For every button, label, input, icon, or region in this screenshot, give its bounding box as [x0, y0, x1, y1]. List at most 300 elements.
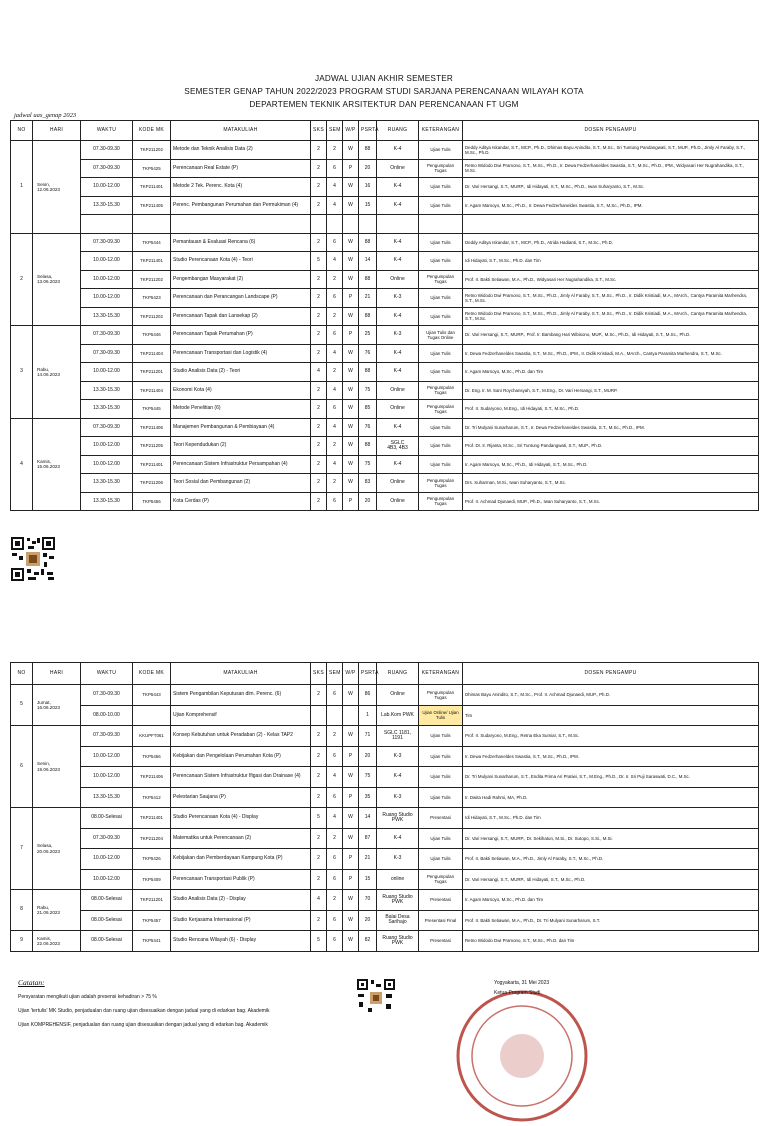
course-code-cell: TKP5443 [133, 685, 171, 706]
credits-cell: 2 [311, 437, 327, 456]
table-row [11, 344, 759, 363]
table-row [11, 418, 759, 437]
semester-cell: 6 [327, 869, 343, 890]
participants-cell: 88 [359, 141, 377, 160]
time-cell: 10.00-12.00 [81, 289, 133, 308]
time-cell: 13.30-15.30 [81, 787, 133, 808]
semester-cell: 4 [327, 767, 343, 788]
lecturer-cell: Idi Hidayati, S.T., M.Sc., Ph.D. dan Tim [463, 808, 759, 829]
participants-cell: 75 [359, 381, 377, 400]
lecturer-cell: Prof. Ir. Sudaryono, M.Eng., Retna Eka Sumiar, S.T., M.Sc. [463, 726, 759, 747]
table-row [11, 400, 759, 419]
course-code-cell: TKP211404 [133, 381, 171, 400]
credits-cell: 2 [311, 869, 327, 890]
semester-cell: 2 [327, 437, 343, 456]
course-name-cell: Perencanaan Sistem Infrastruktur Ifigasi dan Drainase (4) [171, 767, 311, 788]
lecturer-cell: Retno Widodo Dwi Pramono, S.T., M.Sc., Ph.D. dan Tim [463, 931, 759, 952]
lecturer-cell: Prof. Ir. Bakti Setiawan, M.A., Ph.D., Jimly Al Faraby, S.T., M.Sc., Ph.D. [463, 849, 759, 870]
course-code-cell: TKP5445 [133, 400, 171, 419]
remarks-cell: Ujian Tulis [419, 178, 463, 197]
table-row [11, 437, 759, 456]
day-cell: Senin, 12.06.2023 [33, 141, 81, 234]
table-row [11, 178, 759, 197]
room-cell: K-4 [377, 252, 419, 271]
room-cell: K-3 [377, 746, 419, 767]
semester-cell: 2 [327, 890, 343, 911]
room-cell: Balai Desa Sarihajo [377, 910, 419, 931]
time-cell: 13.30-15.30 [81, 400, 133, 419]
time-cell: 07.30-09.30 [81, 233, 133, 252]
course-name-cell: Konsep Kebutuhan untuk Peradaban (2) - Kelas TAP2 [171, 726, 311, 747]
semester-cell [327, 705, 343, 726]
day-cell: Rabu, 14.06.2023 [33, 326, 81, 419]
lecturer-cell: Prof. Ir. Bakti Setiawan, M.A., Ph.D., Dr. Tri Mulyani Sunarharum, S.T. [463, 910, 759, 931]
type-cell: W [343, 828, 359, 849]
table-row [11, 746, 759, 767]
row-number: 8 [11, 890, 33, 931]
participants-cell: 75 [359, 455, 377, 474]
column-header: KODE MK [133, 121, 171, 141]
participants-cell: 25 [359, 326, 377, 345]
remarks-cell: Pengumpulan Tugas [419, 685, 463, 706]
column-header: WAKTU [81, 121, 133, 141]
column-header: MATAKULIAH [171, 121, 311, 141]
credits-cell [311, 705, 327, 726]
room-cell: K-3 [377, 849, 419, 870]
column-header: W/P [343, 663, 359, 685]
type-cell: W [343, 178, 359, 197]
remarks-cell: Ujian Tulis [419, 849, 463, 870]
semester-cell: 2 [327, 828, 343, 849]
course-name-cell: Kota Cerdas (P) [171, 492, 311, 511]
remarks-cell: Ujian Tulis [419, 307, 463, 326]
table-row [11, 159, 759, 178]
column-header: DOSEN PENGAMPU [463, 663, 759, 685]
semester-cell: 2 [327, 726, 343, 747]
lecturer-cell: Prof. Dr. Ir. Rijanta, M.Sc., Sri Tuntung Pandangwati, S.T., MUP., Ph.D. [463, 437, 759, 456]
lecturer-cell: Tim [463, 705, 759, 726]
time-cell: 10.00-12.00 [81, 178, 133, 197]
table-row [11, 808, 759, 829]
row-number: 1 [11, 141, 33, 234]
table-row [11, 363, 759, 382]
credits-cell: 2 [311, 141, 327, 160]
table-row [11, 233, 759, 252]
column-header: MATAKULIAH [171, 663, 311, 685]
participants-cell: 1 [359, 705, 377, 726]
semester-cell: 6 [327, 787, 343, 808]
course-name-cell: Ekonomi Kota (4) [171, 381, 311, 400]
type-cell: P [343, 746, 359, 767]
room-cell: Ruang Studio PWK [377, 808, 419, 829]
lecturer-cell: Deddy Aditya Iskandar, S.T., MCP., Ph.D., Dhimas Bayu Anindito, S.T., M.Sc., Sri Tuntung Pandangwati, S.T., MUP., Ph.D., Jimly Al Faraby, S.T., M.Sc., Ph.D. [463, 141, 759, 160]
room-cell: Online [377, 474, 419, 493]
type-cell: W [343, 685, 359, 706]
time-cell: 13.30-15.30 [81, 381, 133, 400]
table-row [11, 381, 759, 400]
participants-cell: 14 [359, 808, 377, 829]
course-name-cell: Studio Kerjasama Internasional (P) [171, 910, 311, 931]
type-cell: P [343, 159, 359, 178]
participants-cell: 21 [359, 289, 377, 308]
course-code-cell [133, 215, 171, 234]
course-code-cell: TKP5444 [133, 233, 171, 252]
remarks-cell: Presentasi [419, 808, 463, 829]
credits-cell: 2 [311, 685, 327, 706]
credits-cell: 2 [311, 726, 327, 747]
participants-cell: 20 [359, 492, 377, 511]
type-cell: W [343, 474, 359, 493]
course-code-cell: TKP211406 [133, 418, 171, 437]
remarks-cell: Pengumpulan Tugas [419, 492, 463, 511]
column-header: PSRTA [359, 663, 377, 685]
credits-cell: 2 [311, 326, 327, 345]
header-line-1: JADWAL UJIAN AKHIR SEMESTER [314, 74, 454, 83]
course-name-cell: Metode Penelitian (6) [171, 400, 311, 419]
column-header: WAKTU [81, 663, 133, 685]
course-name-cell: Pelestarian Saujana (P) [171, 787, 311, 808]
row-number: 5 [11, 685, 33, 726]
course-name-cell [171, 215, 311, 234]
semester-cell: 6 [327, 492, 343, 511]
semester-cell: 6 [327, 289, 343, 308]
credits-cell: 2 [311, 233, 327, 252]
time-cell: 08.00-Selesai [81, 931, 133, 952]
lecturer-cell: Dr. Vari Hersangi, S.T., MURP., Prof. Ir. Bambang Hari Wibisono, MUP., M.Sc., Ph.D., Idi Hidayati, S.T., M.Sc., Ph.D. [463, 326, 759, 345]
qr-code-icon [10, 536, 56, 582]
course-code-cell: TKP5456 [133, 492, 171, 511]
type-cell: W [343, 455, 359, 474]
participants-cell: 75 [359, 767, 377, 788]
semester-cell: 2 [327, 363, 343, 382]
course-code-cell: KKUPFT061 [133, 726, 171, 747]
participants-cell: 35 [359, 787, 377, 808]
semester-cell: 4 [327, 418, 343, 437]
table-row [11, 270, 759, 289]
schedule-table-2 [10, 662, 759, 952]
table-row [11, 787, 759, 808]
column-header: SKS [311, 663, 327, 685]
course-name-cell: Studio Perencanaan Kota (4) - Teori [171, 252, 311, 271]
participants-cell: 20 [359, 159, 377, 178]
credits-cell [311, 215, 327, 234]
credits-cell: 2 [311, 178, 327, 197]
room-cell: K-4 [377, 767, 419, 788]
credits-cell: 2 [311, 270, 327, 289]
lecturer-cell: Retno Widodo Dwi Pramono, S.T., M.Sc., Ph.D., Ir. Dewa Fedzerhaneldes Swastia, S.T., M.Sc., Ph.D., IPM., Widyasari Her Nugrahandika, S.T., M.Sc. [463, 159, 759, 178]
credits-cell: 4 [311, 890, 327, 911]
time-cell: 10.00-12.00 [81, 270, 133, 289]
lecturer-cell: Dr. Tri Mulyani Sunarharum, S.T., Endita Prima Ari Pratiwi, S.T., M.Eng., Ph.D., Dr. Ir. Sri Puji Saraswati, D.C., M.Sc. [463, 767, 759, 788]
course-name-cell: Perenc. Pembangunan Perumahan dan Permukiman (4) [171, 196, 311, 215]
time-cell: 07.30-09.30 [81, 141, 133, 160]
time-cell: 08.00-10.00 [81, 705, 133, 726]
lecturer-cell: Prof. Ir. Achmad Djunaedi, MUP., Ph.D., Iwan Suharyanto, S.T., M.Sc. [463, 492, 759, 511]
lecturer-cell: Ir. Dewa Fedzerhaneldes Swastia, S.T., M.Sc., Ph.D., IPM. [463, 746, 759, 767]
column-header: KETERANGAN [419, 121, 463, 141]
time-cell: 08.00-Selesai [81, 890, 133, 911]
day-cell: Selasa, 20.06.2023 [33, 808, 81, 890]
remarks-cell: Ujian Tulis [419, 746, 463, 767]
semester-cell: 6 [327, 685, 343, 706]
participants-cell: 88 [359, 363, 377, 382]
course-code-cell: TKP5446 [133, 326, 171, 345]
credits-cell: 2 [311, 455, 327, 474]
table-row [11, 492, 759, 511]
table-row [11, 890, 759, 911]
course-code-cell: TKP211406 [133, 767, 171, 788]
lecturer-cell: Ir. Agam Marsoyo, M.Sc., Ph.D., Idi Hidayati, S.T., M.Sc., Ph.D. [463, 455, 759, 474]
type-cell: W [343, 381, 359, 400]
row-number: 4 [11, 418, 33, 511]
remarks-cell: Presentasi [419, 931, 463, 952]
room-cell: K-4 [377, 307, 419, 326]
type-cell: W [343, 890, 359, 911]
credits-cell: 2 [311, 474, 327, 493]
document-id: jadwal uas_genap 2023 [14, 112, 77, 119]
remarks-cell: Ujian Tulis [419, 363, 463, 382]
room-cell: K-4 [377, 363, 419, 382]
lecturer-cell: Dr. Vari Hersangi, S.T., MURP., Idi Hidayati, S.T., M.Sc., Ph.D., Iwan Suharyanto, S.T., M.Sc. [463, 178, 759, 197]
course-name-cell: Teori Sosial dan Pembangunan (2) [171, 474, 311, 493]
table-row [11, 849, 759, 870]
room-cell: K-3 [377, 326, 419, 345]
credits-cell: 5 [311, 931, 327, 952]
room-cell: K-4 [377, 141, 419, 160]
type-cell [343, 705, 359, 726]
table-header-row [11, 121, 759, 141]
type-cell: W [343, 141, 359, 160]
time-cell: 07.30-09.30 [81, 344, 133, 363]
course-code-cell: TKP211201 [133, 363, 171, 382]
table-row [11, 685, 759, 706]
signature-place-date: Yogyakarta, 31 Mei 2023 [494, 980, 550, 986]
semester-cell: 6 [327, 931, 343, 952]
semester-cell: 4 [327, 455, 343, 474]
course-name-cell: Perencanaan Tapak Perumahan (P) [171, 326, 311, 345]
remarks-cell: Ujian Tulis [419, 455, 463, 474]
remarks-cell: Pengumpulan Tugas [419, 270, 463, 289]
notes-title: Catatan: [18, 978, 45, 987]
credits-cell: 2 [311, 787, 327, 808]
participants-cell: 21 [359, 849, 377, 870]
credits-cell: 2 [311, 307, 327, 326]
course-code-cell: TKP211206 [133, 474, 171, 493]
time-cell: 10.00-12.00 [81, 252, 133, 271]
credits-cell: 2 [311, 910, 327, 931]
remarks-cell: Ujian Tulis [419, 233, 463, 252]
type-cell: W [343, 307, 359, 326]
time-cell: 13.30-15.30 [81, 307, 133, 326]
type-cell: W [343, 726, 359, 747]
semester-cell: 4 [327, 252, 343, 271]
participants-cell: 15 [359, 869, 377, 890]
lecturer-cell: Deddy Aditya Iskandar, S.T., MCP., Ph.D., Atrida Hadianti, S.T., M.Sc., Ph.D. [463, 233, 759, 252]
type-cell: P [343, 492, 359, 511]
header-line-2: SEMESTER GENAP TAHUN 2022/2023 PROGRAM STUDI SARJANA PERENCANAAN WILAYAH KOTA [184, 87, 584, 96]
remarks-cell: Ujian Tulis [419, 344, 463, 363]
table-row [11, 307, 759, 326]
course-name-cell: Studio Perencanaan Kota (4) - Display [171, 808, 311, 829]
remarks-cell: Ujian Tulis [419, 726, 463, 747]
course-code-cell: TKP211202 [133, 270, 171, 289]
lecturer-cell: Prof. Ir. Sudaryono, M.Eng., Idi Hidayati, S.T., M.Sc., Ph.D. [463, 400, 759, 419]
participants-cell: 86 [359, 685, 377, 706]
time-cell: 07.30-09.30 [81, 418, 133, 437]
type-cell: W [343, 400, 359, 419]
room-cell: Online [377, 381, 419, 400]
course-name-cell: Perencanaan Real Estate (P) [171, 159, 311, 178]
room-cell: K-3 [377, 289, 419, 308]
qr-code-icon [356, 978, 396, 1018]
participants-cell: 82 [359, 931, 377, 952]
remarks-cell: Ujian Tulis [419, 437, 463, 456]
column-header: SKS [311, 121, 327, 141]
time-cell: 07.30-09.30 [81, 726, 133, 747]
course-code-cell: TKP211202 [133, 307, 171, 326]
room-cell: K-4 [377, 233, 419, 252]
credits-cell: 5 [311, 252, 327, 271]
semester-cell: 2 [327, 307, 343, 326]
credits-cell: 2 [311, 767, 327, 788]
room-cell: K-4 [377, 455, 419, 474]
remarks-cell [419, 215, 463, 234]
course-name-cell: Metode 2 Tek. Perenc. Kota (4) [171, 178, 311, 197]
participants-cell: 15 [359, 196, 377, 215]
type-cell: W [343, 196, 359, 215]
type-cell: W [343, 808, 359, 829]
table-row [11, 326, 759, 345]
course-name-cell: Sistem Pengambilan Keputusan dlm. Perenc. (6) [171, 685, 311, 706]
column-header: SEM [327, 663, 343, 685]
participants-cell: 14 [359, 252, 377, 271]
participants-cell: 88 [359, 437, 377, 456]
room-cell: K-4 [377, 344, 419, 363]
day-cell: Senin, 19.06.2023 [33, 726, 81, 808]
column-header: DOSEN PENGAMPU [463, 121, 759, 141]
type-cell: W [343, 931, 359, 952]
table-row [11, 474, 759, 493]
column-header: KETERANGAN [419, 663, 463, 685]
day-cell: Rabu, 21.06.2023 [33, 890, 81, 931]
type-cell: W [343, 344, 359, 363]
remarks-cell: Ujian Tulis [419, 141, 463, 160]
participants-cell: 76 [359, 344, 377, 363]
room-cell: SGLC 1181, 1191 [377, 726, 419, 747]
room-cell: K-4 [377, 418, 419, 437]
course-name-cell: Kebijakan dan Pemberdayaan Kampung Kota (P) [171, 849, 311, 870]
column-header: NO [11, 663, 33, 685]
type-cell [343, 215, 359, 234]
lecturer-cell: Dr. Vari Hersangi, S.T., MURP., Dr. Sekihatun, M.Si., Dr. Sutopo, S.Si., M.Si. [463, 828, 759, 849]
table-row [11, 252, 759, 271]
lecturer-cell [463, 215, 759, 234]
document-header [0, 72, 768, 111]
semester-cell: 6 [327, 400, 343, 419]
column-header: KODE MK [133, 663, 171, 685]
remarks-cell: Ujian Tulis dan Tugas Online [419, 326, 463, 345]
course-name-cell: Matematika untuk Perencanaan (2) [171, 828, 311, 849]
credits-cell: 2 [311, 400, 327, 419]
time-cell: 13.30-15.30 [81, 474, 133, 493]
course-code-cell: TKP211401 [133, 252, 171, 271]
remarks-cell: Presentasi [419, 890, 463, 911]
semester-cell: 2 [327, 474, 343, 493]
lecturer-cell: Retno Widodo Dwi Pramono, S.T., M.Sc., Ph.D., Jimly Al Faraby, S.T., M.Sc., Ph.D., Ir. Didik Kristiadi, M.A., MArch., Cantya Paramita Marhendra, S.T., M.Sc. [463, 289, 759, 308]
day-cell: Kamis, 22.06.2023 [33, 931, 81, 952]
lecturer-cell: Ir. Dwita Hadi Rahmi, MA, Ph.D. [463, 787, 759, 808]
room-cell: K-4 [377, 828, 419, 849]
remarks-cell: Ujian Tulis [419, 418, 463, 437]
room-cell: Online [377, 400, 419, 419]
lecturer-cell: Drs. Suharman, M.Si., Iwan Suharyanto, S.T., M.Sc. [463, 474, 759, 493]
course-name-cell: Perencanaan Transportasi Publik (P) [171, 869, 311, 890]
course-code-cell: TKP5423 [133, 289, 171, 308]
table-row [11, 910, 759, 931]
type-cell: P [343, 787, 359, 808]
semester-cell: 6 [327, 326, 343, 345]
lecturer-cell: Retno Widodo Dwi Pramono, S.T., M.Sc., Ph.D., Jimly Al Faraby, S.T., M.Sc., Ph.D., Ir. Didik Kristiadi, M.A., MArch., Cantya Paramita Marhendra, S.T., M.Sc. [463, 307, 759, 326]
type-cell: W [343, 910, 359, 931]
course-code-cell: TKP5456 [133, 746, 171, 767]
time-cell: 10.00-12.00 [81, 767, 133, 788]
column-header: SEM [327, 121, 343, 141]
note-item: Persyaratan mengikuti ujian adalah presensi kehadiran > 75 % [18, 994, 157, 1000]
credits-cell: 4 [311, 363, 327, 382]
course-name-cell: Manajemen Pembangunan & Pembiayaan (4) [171, 418, 311, 437]
course-name-cell: Metode dan Teknik Analisis Data (2) [171, 141, 311, 160]
type-cell: W [343, 233, 359, 252]
participants-cell: 76 [359, 418, 377, 437]
time-cell: 07.30-09.30 [81, 685, 133, 706]
row-number: 6 [11, 726, 33, 808]
lecturer-cell: Ir. Agam Marsoyo, M.Sc., Ph.D. dan Tim [463, 890, 759, 911]
lecturer-cell: Dr. Vari Hersangi, S.T., MURP., Idi Hidayati, S.T., M.Sc., Ph.D. [463, 869, 759, 890]
room-cell: Lab.Kom PWK [377, 705, 419, 726]
course-code-cell: TKP211404 [133, 344, 171, 363]
course-code-cell: TKP5409 [133, 869, 171, 890]
remarks-cell: Pengumpulan Tugas [419, 159, 463, 178]
header-line-3: DEPARTEMEN TEKNIK ARSITEKTUR DAN PERENCANAAN FT UGM [249, 100, 519, 109]
participants-cell: 16 [359, 178, 377, 197]
participants-cell: 20 [359, 746, 377, 767]
signature-role: Ketua Program Studi, [494, 990, 542, 996]
course-name-cell: Perencanaan Transportasi dan Logistik (4) [171, 344, 311, 363]
type-cell: W [343, 363, 359, 382]
column-header: HARI [33, 121, 81, 141]
course-name-cell: Studio Analisis Data (2) - Teori [171, 363, 311, 382]
note-item: Ujian 'tertulis' MK Studio, penjadualan dan ruang ujian disesuaikan dengan jadual yang di edarkan bag. Akademik [18, 1008, 270, 1014]
university-seal-icon [452, 986, 592, 1126]
participants-cell: 20 [359, 910, 377, 931]
course-code-cell: TKP211205 [133, 437, 171, 456]
day-cell: Jumat, 16.06.2023 [33, 685, 81, 726]
lecturer-cell: Ir. Dewa Fedzerhaneldes Swastia, S.T., M.Sc., Ph.D., IPM., Ir. Didik Kristiadi, M.A., MArch., Cantya Paramita Marhendra, S.T., M.Sc. [463, 344, 759, 363]
course-name-cell: Ujian Komprehensif [171, 705, 311, 726]
remarks-cell: Pengumpulan Tugas [419, 381, 463, 400]
time-cell: 13.30-15.30 [81, 492, 133, 511]
remarks-cell: Ujian Tulis [419, 196, 463, 215]
credits-cell: 2 [311, 344, 327, 363]
credits-cell: 5 [311, 808, 327, 829]
time-cell: 10.00-12.00 [81, 849, 133, 870]
column-header: HARI [33, 663, 81, 685]
semester-cell: 6 [327, 746, 343, 767]
time-cell: 10.00-12.00 [81, 363, 133, 382]
participants-cell: 88 [359, 307, 377, 326]
course-code-cell: TKP5426 [133, 849, 171, 870]
course-name-cell: Perencanaan Sistem Infrastruktur Persampahan (4) [171, 455, 311, 474]
